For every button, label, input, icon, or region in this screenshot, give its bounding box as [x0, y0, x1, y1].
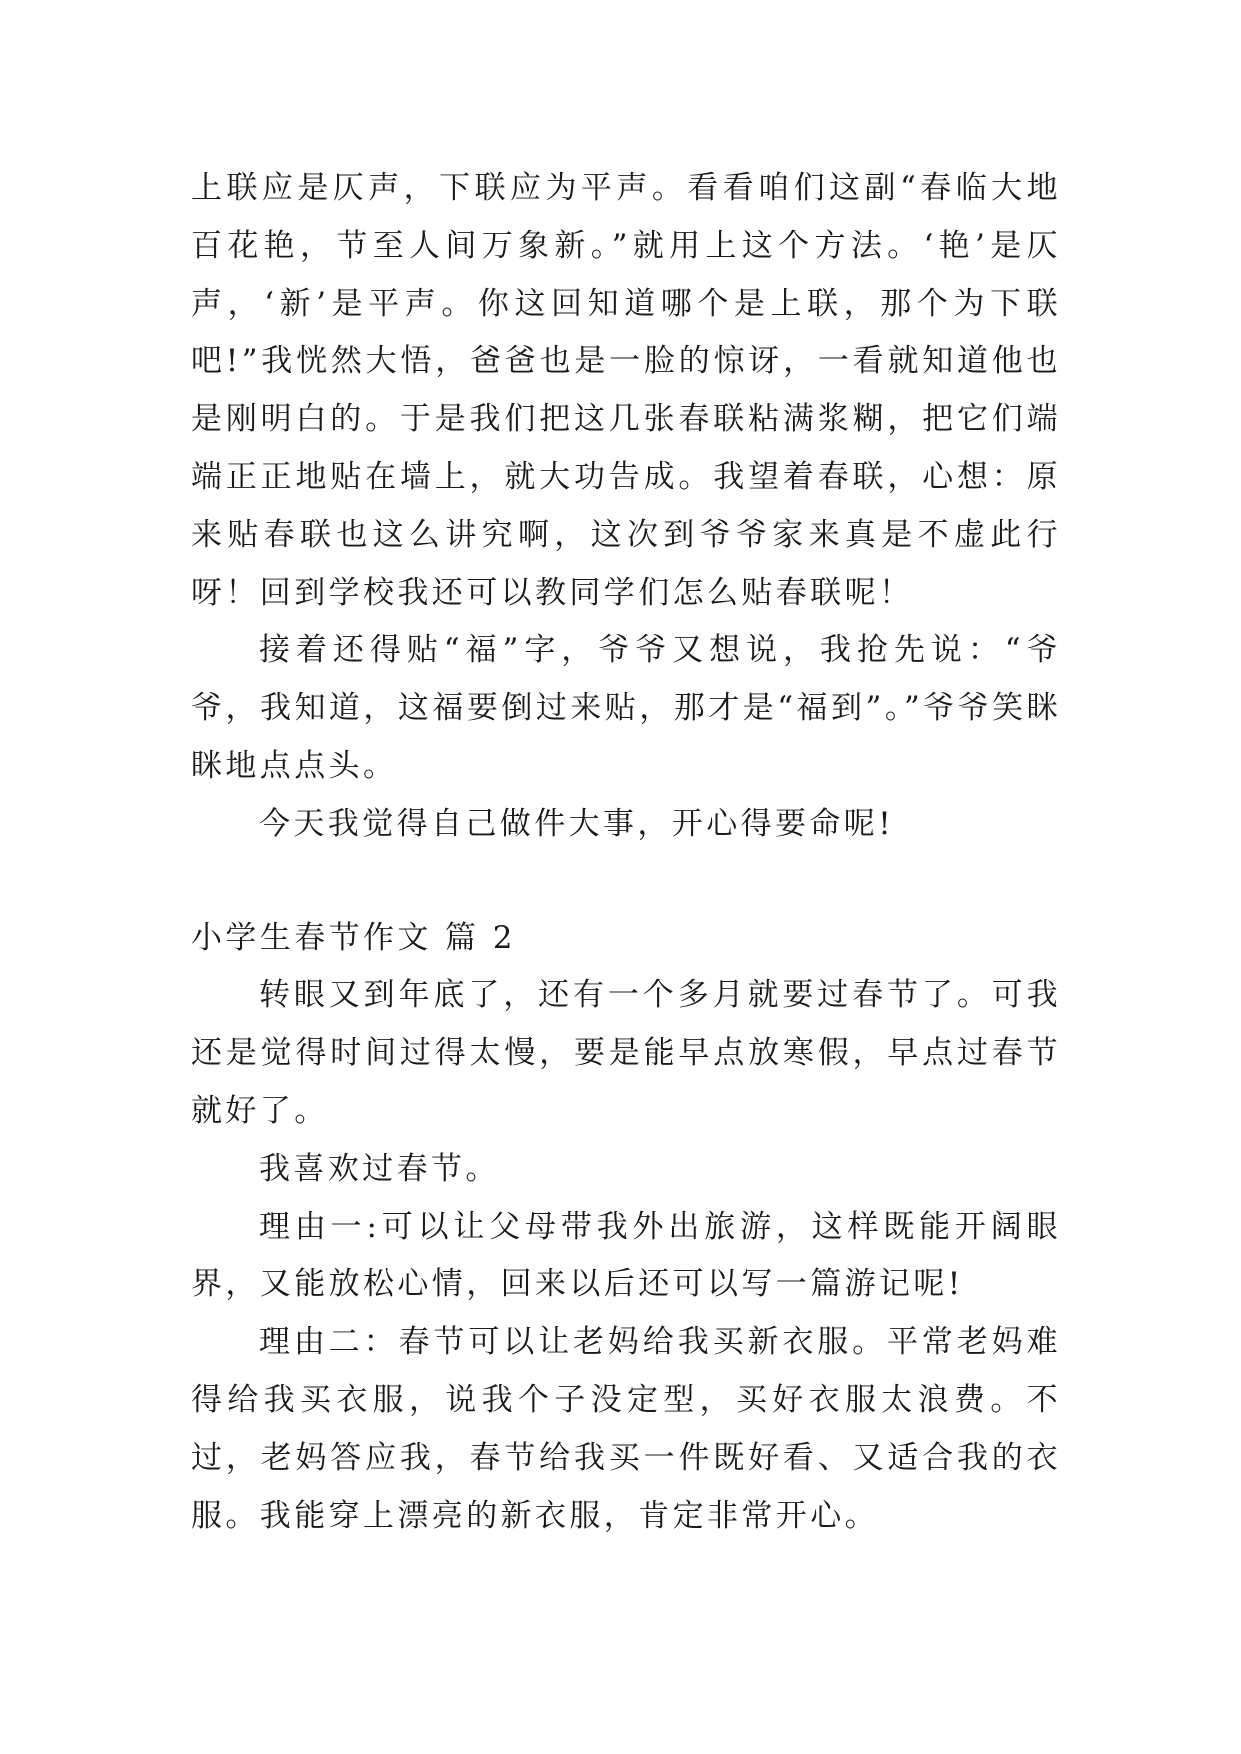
paragraph-reason-two: 理由二：春节可以让老妈给我买新衣服。平常老妈难得给我买衣服，说我个子没定型，买好衣服太浪费。不过，老妈答应我，春节给我买一件既好看、又适合我的衣服。我能穿上漂亮的新衣服，肯定非常开心。	[191, 1324, 1061, 1534]
paragraph-fu-character: 接着还得贴“福”字，爷爷又想说，我抢先说：“爷爷，我知道，这福要倒过来贴，那才是“福到”。”爷爷笑眯眯地点点头。	[191, 632, 1061, 784]
paragraph-like-spring-festival: 我喜欢过春节。	[259, 1150, 500, 1187]
section-spacer	[191, 854, 1061, 910]
section-heading: 小学生春节作文 篇 2	[191, 919, 516, 956]
paragraph-reason-one: 理由一:可以让父母带我外出旅游，这样既能开阔眼界，又能放松心情，回来以后还可以写一篇游记呢!	[191, 1208, 1061, 1303]
paragraph-conclusion: 今天我觉得自己做件大事，开心得要命呢!	[259, 805, 895, 842]
paragraph-continuation: 上联应是仄声，下联应为平声。看看咱们这副“春临大地百花艳，节至人间万象新。”就用上这个方法。‘艳’是仄声，‘新’是平声。你这回知道哪个是上联，那个为下联吧!”我恍然大悟，爸爸也是一脸的惊讶，一看就知道他也是刚明白的。于是我们把这几张春联粘满浆糊，把它们端端正正地贴在墙上，就大功告成。我望着春联，心想：原来贴春联也这么讲究啊，这次到爷爷家来真是不虚此行呀！回到学校我还可以教同学们怎么贴春联呢！	[191, 170, 1061, 611]
paragraph-intro: 转眼又到年底了，还有一个多月就要过春节了。可我还是觉得时间过得太慢，要是能早点放寒假，早点过春节就好了。	[191, 977, 1061, 1129]
document-page	[191, 160, 1061, 1545]
